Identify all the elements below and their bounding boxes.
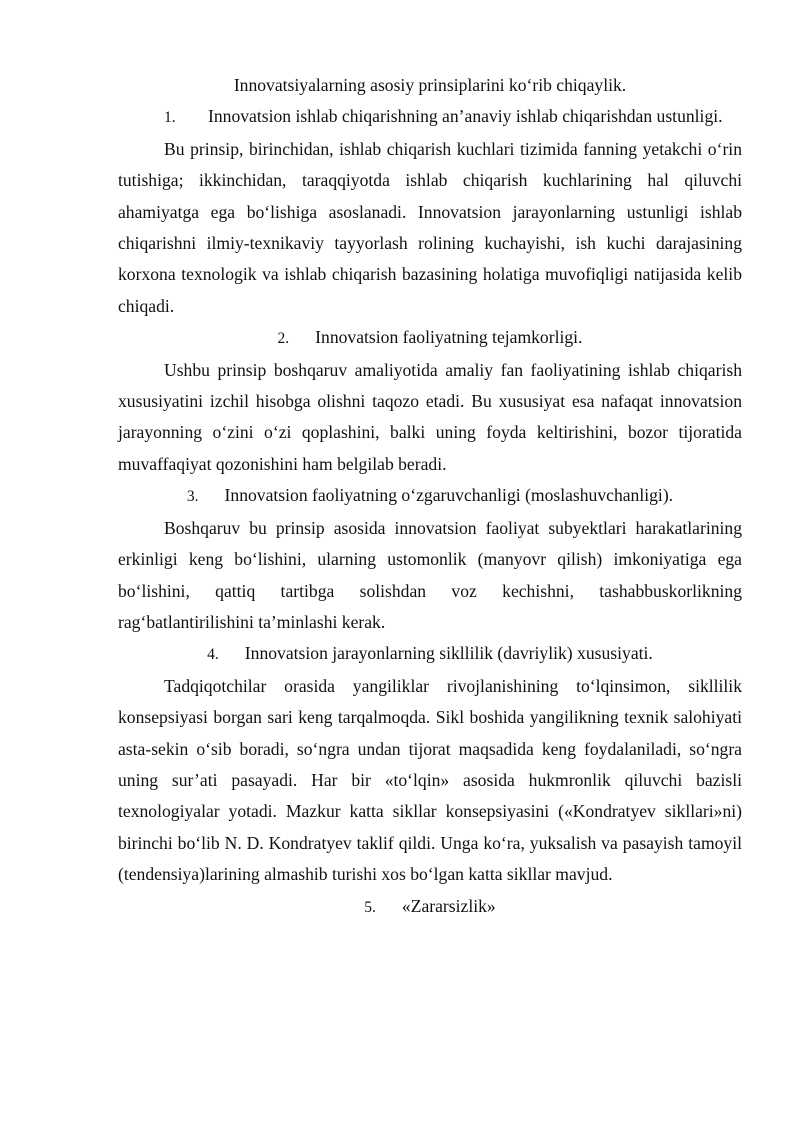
section-1-heading [118,101,742,133]
section-2-body: Ushbu prinsip boshqaruv amaliyotida amaliy fan faoliyatining ishlab chiqarish xususiyatini izchil hisobga olishni taqozo etadi. Bu xususiyat esa nafaqat innovatsion jarayonning o‘zini o‘zi qoplashini, balki uning foyda keltirishini, bozor tijoratida muvaffaqiyat qozonishini ham belgilab beradi. [118,359,742,474]
section-2-number: 2. [277,330,290,348]
section-3-heading [118,480,742,512]
section-5-heading-text: «Zararsizlik» [401,895,496,916]
section-3-number: 3. [186,488,199,506]
intro-line: Innovatsiyalarning asosiy prinsiplarini ko‘rib chiqaylik. [233,75,627,95]
section-4-body: Tadqiqotchilar orasida yangiliklar rivojlanishining to‘lqinsimon, sikllilik konsepsiyasi borgan sari keng tarqalmoqda. Sikl boshida yangilikning texnik salohiyati asta-sekin o‘sib boradi, so‘ngra undan tijorat maqsadida keng foydalaniladi, so‘ngra uning sur’ati pasayadi. Har bir «to‘lqin» asosida hukmronlik qiluvchi bazisli texnologiyalar yotadi. Mazkur katta sikllar konsepsiyasini («Kondratyev sikllari»ni) birinchi bo‘lib N. D. Kondratyev taklif qildi. Unga ko‘ra, yuksalish va pasayish tamoyil (tendensiya)larining almashib turishi xos bo‘lgan katta sikllar mavjud. [118,675,742,885]
section-3-heading-text: Innovatsion faoliyatning o‘zgaruvchanligi (moslashuvchanligi). [224,485,674,506]
section-4-heading [118,638,742,670]
section-1-number: 1. [164,109,176,127]
section-3-body: Boshqaruv bu prinsip asosida innovatsion faoliyat subyektlari harakatlarining erkinligi keng bo‘lishini, ularning ustomonlik (manyovr qilish) imkoniyatiga ega bo‘lishini, qattiq tartibga solishdan voz kechishni, tashabbuskorlikning rag‘batlantirilishini ta’minlashi kerak. [118,517,742,632]
section-2-heading-text: Innovatsion faoliyatning tejamkorligi. [315,327,583,348]
section-1-body: Bu prinsip, birinchidan, ishlab chiqarish kuchlari tizimida fanning yetakchi o‘rin tutishiga; ikkinchidan, taraqqiyotda ishlab chiqarish kuchlarining hal qiluvchi ahamiyatga ega bo‘lishiga asoslanadi. Innovatsion jarayonlarning ustunligi ishlab chiqarishni ilmiy-texnikaviy tayyorlash rolining kuchayishi, ish kuchi darajasining korxona texnologik va ishlab chiqarish bazasining holatiga muvofiqligi natijasida kelib chiqadi. [118,138,742,316]
document-page [118,70,742,923]
section-2-heading [118,322,742,354]
section-5-number: 5. [364,898,376,916]
section-4-heading-text: Innovatsion jarayonlarning sikllilik (davriylik) xususiyati. [244,643,653,664]
section-1-heading-text: Innovatsion ishlab chiqarishning an’anaviy ishlab chiqarishdan ustunligi. [208,106,723,127]
section-5-heading [118,891,742,923]
section-4-number: 4. [207,646,219,664]
